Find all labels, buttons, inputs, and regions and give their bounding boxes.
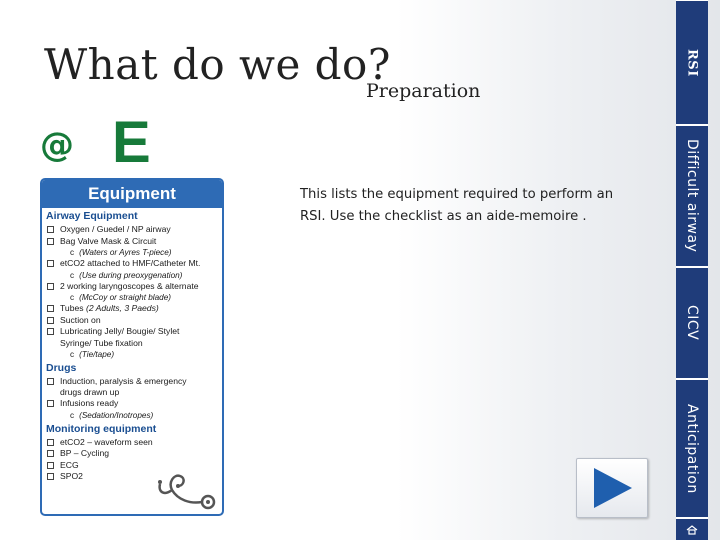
checkbox[interactable]: [47, 328, 54, 335]
checklist-item: Tubes (2 Adults, 3 Paeds): [42, 303, 222, 315]
checklist-item: Lubricating Jelly/ Bougie/ Stylet: [42, 326, 222, 338]
equipment-letter: E: [112, 110, 151, 175]
tab-difficult-airway[interactable]: [676, 125, 708, 267]
checklist-subnote: c (Waters or Ayres T-piece): [70, 248, 172, 257]
checklist-item: etCO2 attached to HMF/Catheter Mt.: [42, 258, 222, 270]
slide-subtitle: Preparation: [366, 80, 481, 102]
checklist-subnote: c (Tie/tape): [70, 349, 115, 359]
checkbox[interactable]: [47, 473, 54, 480]
at-icon: @: [40, 125, 74, 165]
tab-label: CICV: [684, 305, 700, 341]
checkbox[interactable]: [47, 400, 54, 407]
airway-heading: Airway Equipment: [46, 210, 138, 222]
checklist-header: Equipment: [42, 180, 222, 208]
checkbox[interactable]: [47, 450, 54, 457]
monitoring-heading: Monitoring equipment: [46, 422, 157, 435]
checklist-item: Infusions ready: [42, 398, 222, 410]
home-icon: [686, 525, 698, 535]
section-tab-bar: [676, 0, 708, 540]
slide-title: What do we do?: [44, 40, 391, 89]
tab-rsi[interactable]: [676, 0, 708, 125]
tab-label: Anticipation: [684, 403, 700, 494]
checklist-item: SPO2: [42, 471, 222, 483]
checklist-item: BP – Cycling: [42, 448, 222, 460]
checklist-subnote: c (Use during preoxygenation): [70, 270, 183, 280]
home-button[interactable]: [676, 518, 708, 540]
checklist-item: 2 working laryngoscopes & alternate: [42, 281, 222, 293]
checklist-item-continuation: drugs drawn up: [60, 387, 120, 397]
description-text: This lists the equipment required to perform an RSI. Use the checklist as an aide-memoire .: [300, 187, 614, 224]
checklist-subnote: c (Sedation/Inotropes): [70, 410, 154, 420]
stethoscope-icon: [150, 462, 220, 512]
checkbox[interactable]: [47, 305, 54, 312]
drugs-heading: Drugs: [46, 361, 77, 374]
tab-cicv[interactable]: [676, 267, 708, 379]
checklist-subnote: c (McCoy or straight blade): [70, 293, 172, 302]
checkbox[interactable]: [47, 283, 54, 290]
checkbox[interactable]: [47, 439, 54, 446]
checklist-item: etCO2 – waveform seen: [42, 437, 222, 449]
checkbox[interactable]: [47, 462, 54, 469]
checklist-item: Bag Valve Mask & Circuit: [42, 236, 222, 248]
checklist-item: Oxygen / Guedel / NP airway: [42, 224, 222, 236]
checkbox[interactable]: [47, 226, 54, 233]
checklist-item: ECG: [42, 460, 222, 472]
checklist-item-continuation: Syringe/ Tube fixation: [60, 337, 143, 348]
tab-label: Difficult airway: [684, 139, 700, 253]
checkbox[interactable]: [47, 317, 54, 324]
checklist-item: Suction on: [42, 315, 222, 327]
tab-anticipation[interactable]: [676, 379, 708, 518]
checklist-item: Induction, paralysis & emergency: [42, 376, 222, 388]
next-slide-button[interactable]: [576, 458, 648, 518]
play-icon: [590, 466, 634, 510]
equipment-checklist: [40, 178, 224, 516]
tab-label: RSI: [684, 48, 700, 77]
checkbox[interactable]: [47, 378, 54, 385]
checkbox[interactable]: [47, 238, 54, 245]
checkbox[interactable]: [47, 260, 54, 267]
